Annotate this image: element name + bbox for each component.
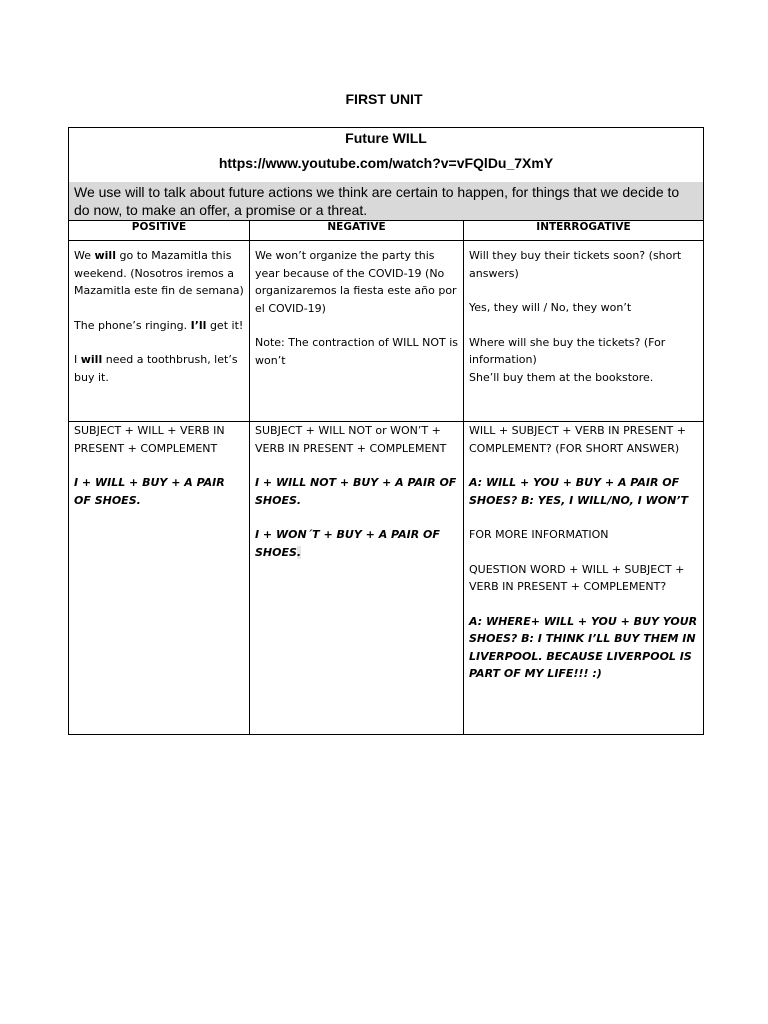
interrogative-example: Where will she buy the tickets? (For information) [469,335,666,366]
positive-formula: SUBJECT + WILL + VERB IN PRESENT + COMPLEMENT [74,424,225,455]
interrogative-information-example: A: WHERE+ WILL + YOU + BUY YOUR SHOES? B: I THINK I’LL BUY THEM IN LIVERPOOL. BECAUSE LIVERPOOL IS PART OF MY LIFE!!! :) [469,614,698,680]
column-header-negative: NEGATIVE [327,221,386,233]
positive-structure-cell [69,422,249,526]
negative-structure-example-contraction: I + WON´T + BUY + A PAIR OF SHOES. [255,528,440,559]
interrogative-formula-information: QUESTION WORD + WILL + SUBJECT + VERB IN PRESENT + COMPLEMENT? [469,562,685,593]
negative-structure-example: I + WILL NOT + BUY + A PAIR OF SHOES. [255,476,457,507]
grammar-table [68,127,704,735]
interrogative-answer: Yes, they will / No, they won’t [469,301,632,314]
negative-examples-cell [250,247,463,386]
positive-example: We will go to Mazamitla this weekend. (Nosotros iremos a Mazamitla este fin de semana) [74,249,244,297]
row-divider [69,240,703,241]
more-information-label: FOR MORE INFORMATION [469,528,609,541]
interrogative-structure-example: A: WILL + YOU + BUY + A PAIR OF SHOES? B: YES, I WILL/NO, I WON’T [469,476,688,507]
interrogative-formula-short: WILL + SUBJECT + VERB IN PRESENT + COMPLEMENT? (FOR SHORT ANSWER) [469,424,686,455]
interrogative-examples-cell [464,247,703,403]
negative-formula: SUBJECT + WILL NOT or WON’T + VERB IN PRESENT + COMPLEMENT [255,424,447,455]
positive-example: The phone’s ringing. I’ll get it! [74,318,244,332]
interrogative-answer: She’ll buy them at the bookstore. [469,370,654,384]
negative-example: We won’t organize the party this year because of the COVID-19 (No organizaremos la fiesta este año por el COVID-19) [255,249,457,315]
column-header-positive: POSITIVE [131,221,187,233]
negative-structure-cell [250,422,463,578]
positive-example: I will need a toothbrush, let’s buy it. [74,353,238,384]
table-title: Future WILL [345,130,427,146]
negative-note: Note: The contraction of WILL NOT is won’t [255,336,459,367]
interrogative-structure-cell [464,422,703,700]
column-header-interrogative: INTERROGATIVE [536,221,631,233]
page-title: FIRST UNIT [345,91,423,107]
interrogative-example: Will they buy their tickets soon? (short answers) [469,249,682,280]
intro-text: We use will to talk about future actions we think are certain to happen, for things that we decide to do now, to make an offer, a promise or a threat. [69,182,703,220]
positive-structure-example: I + WILL + BUY + A PAIR OF SHOES. [74,476,225,507]
positive-examples-cell [69,247,249,403]
video-link[interactable]: https://www.youtube.com/watch?v=vFQlDu_7XmY [218,155,554,171]
